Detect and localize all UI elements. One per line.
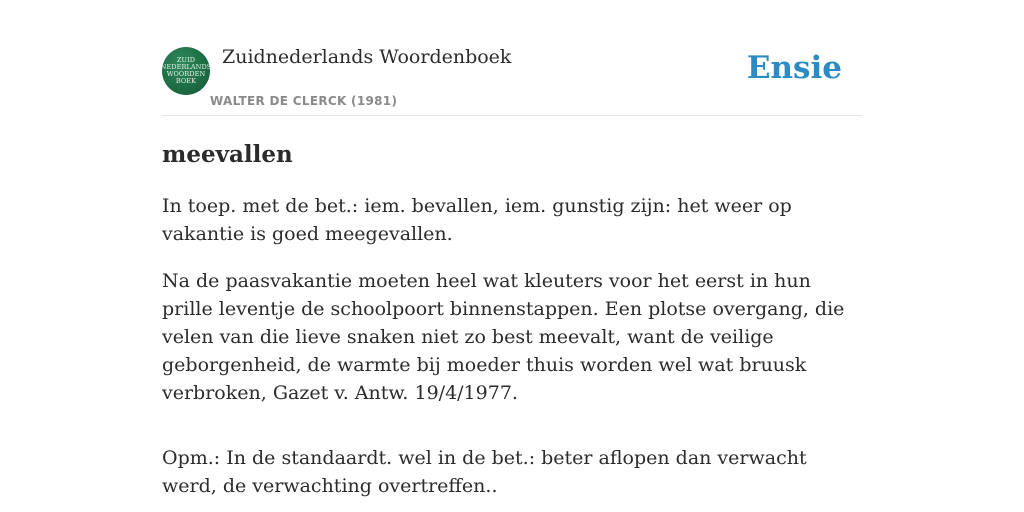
definition-text: In toep. met de bet.: iem. bevallen, iem. gunstig zijn: het weer op vakantie is goed meegevallen. xyxy=(162,195,792,245)
source-logo[interactable] xyxy=(162,47,210,95)
entry-content xyxy=(162,140,862,512)
source-title[interactable]: Zuidnederlands Woordenboek xyxy=(222,46,512,68)
brand-logo[interactable]: Ensie xyxy=(746,50,842,86)
source-author: WALTER DE CLERCK (1981) xyxy=(210,94,398,108)
logo-line: BOEK xyxy=(175,77,197,85)
logo-line: WOORDEN xyxy=(166,70,206,78)
logo-line: ZUID xyxy=(176,56,196,64)
example-quote: Na de paasvakantie moeten heel wat kleuters voor het eerst in hun prille leventje de schoolpoort binnenstappen. Een plotse overgang, die velen van die lieve snaken niet zo best meevalt, want de veilige geborgenheid, de warmte bij moeder thuis worden wel wat bruusk verbroken, Gazet v. Antw. 19/4/1977. xyxy=(162,270,845,404)
source-header xyxy=(162,42,862,116)
logo-line: NEDERLANDS xyxy=(160,63,212,71)
usage-note: Opm.: In de standaardt. wel in de bet.: beter aflopen dan verwacht werd, de verwachting overtreffen.. xyxy=(162,447,807,497)
headword: meevallen xyxy=(162,141,293,168)
